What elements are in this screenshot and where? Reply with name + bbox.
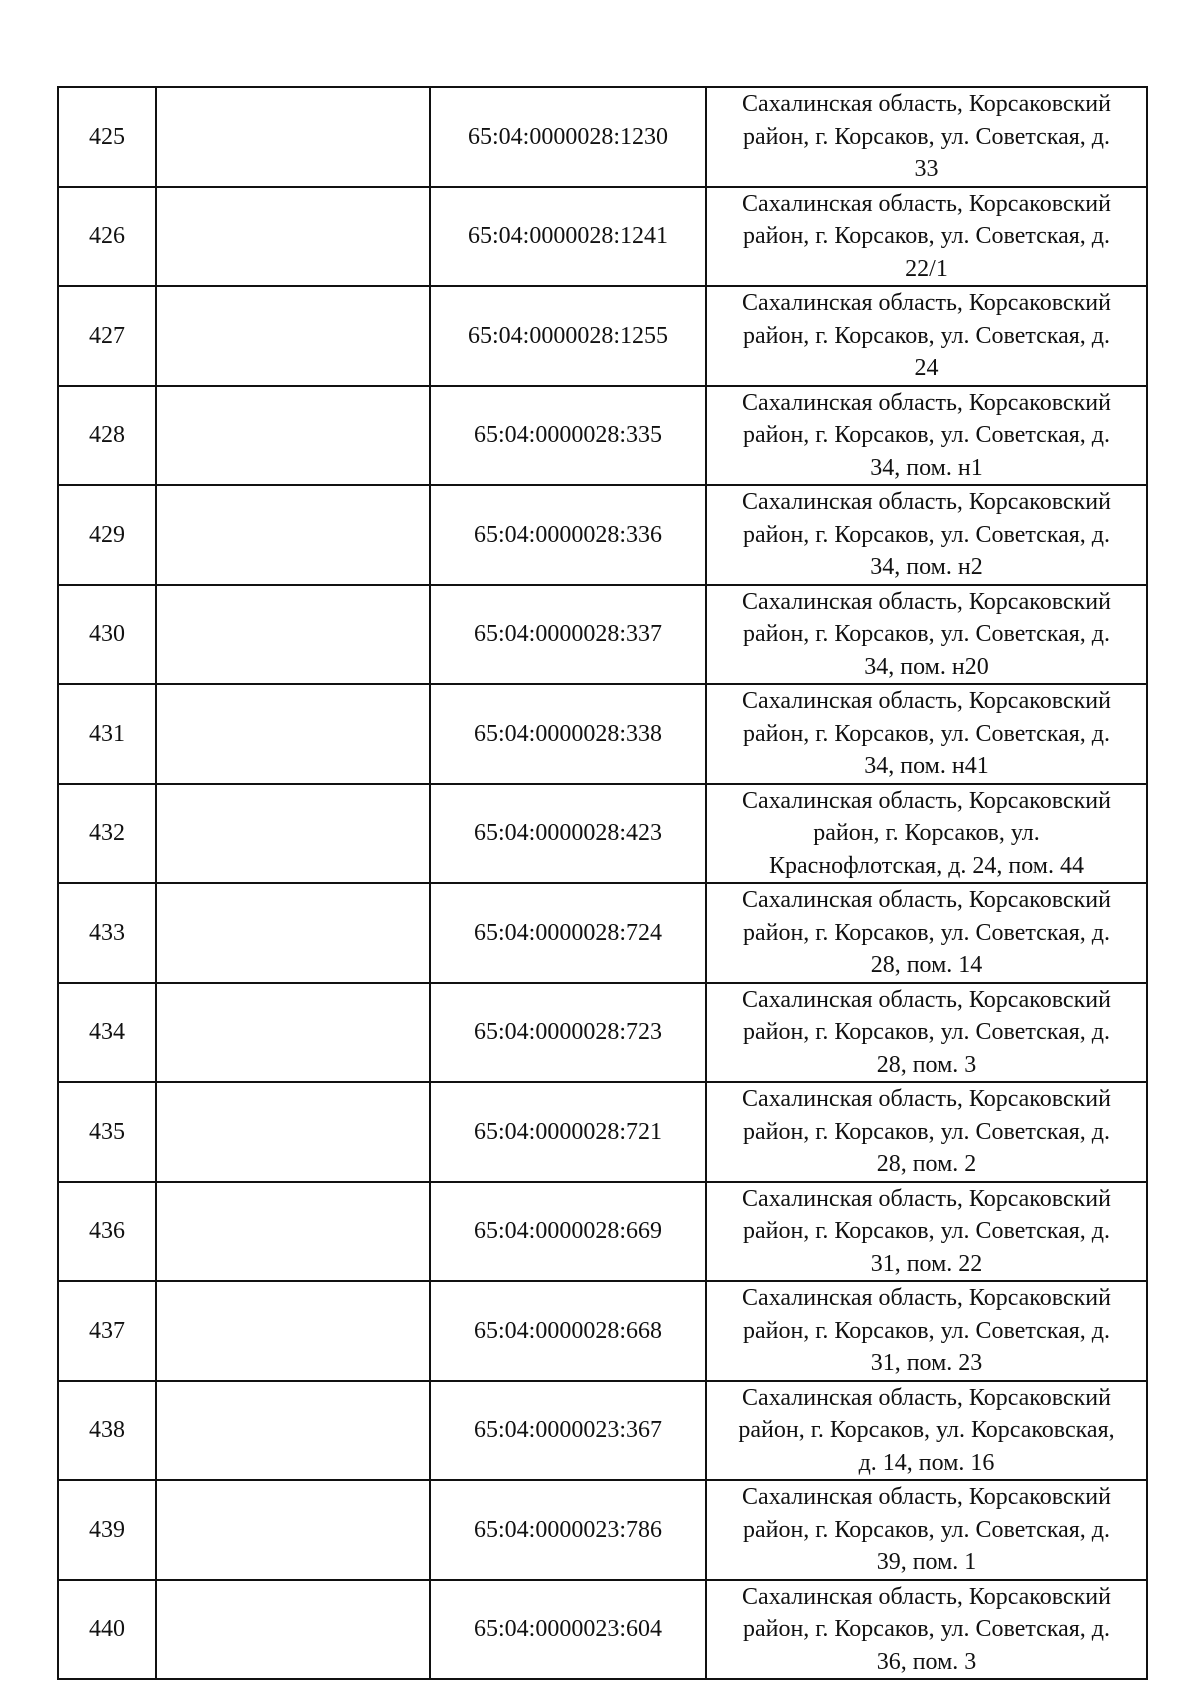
registry-table-body	[58, 87, 1147, 1679]
address-cell: Сахалинская область, Корсаковский район, г. Корсаков, ул. Советская, д. 28, пом. 14	[706, 883, 1147, 983]
table-row	[58, 1182, 1147, 1282]
row-number: 438	[58, 1381, 156, 1481]
cadastral-number: 65:04:0000028:669	[430, 1182, 706, 1282]
table-row	[58, 883, 1147, 983]
cadastral-number: 65:04:0000023:367	[430, 1381, 706, 1481]
address-cell: Сахалинская область, Корсаковский район, г. Корсаков, ул. Советская, д. 34, пом. н1	[706, 386, 1147, 486]
address-cell: Сахалинская область, Корсаковский район, г. Корсаков, ул. Советская, д. 24	[706, 286, 1147, 386]
row-number: 433	[58, 883, 156, 983]
row-number: 434	[58, 983, 156, 1083]
cadastral-number: 65:04:0000028:724	[430, 883, 706, 983]
table-row	[58, 87, 1147, 187]
owner-cell	[156, 286, 430, 386]
address-cell: Сахалинская область, Корсаковский район, г. Корсаков, ул. Советская, д. 22/1	[706, 187, 1147, 287]
address-cell: Сахалинская область, Корсаковский район, г. Корсаков, ул. Советская, д. 39, пом. 1	[706, 1480, 1147, 1580]
owner-cell	[156, 187, 430, 287]
cadastral-number: 65:04:0000028:336	[430, 485, 706, 585]
row-number: 437	[58, 1281, 156, 1381]
cadastral-number: 65:04:0000028:337	[430, 585, 706, 685]
table-row	[58, 386, 1147, 486]
cadastral-number: 65:04:0000023:604	[430, 1580, 706, 1680]
table-row	[58, 1580, 1147, 1680]
table-row	[58, 1281, 1147, 1381]
address-cell: Сахалинская область, Корсаковский район, г. Корсаков, ул. Советская, д. 31, пом. 22	[706, 1182, 1147, 1282]
cadastral-number: 65:04:0000028:423	[430, 784, 706, 884]
address-cell: Сахалинская область, Корсаковский район, г. Корсаков, ул. Краснофлотская, д. 24, пом. 44	[706, 784, 1147, 884]
cadastral-number: 65:04:0000028:1230	[430, 87, 706, 187]
table-row	[58, 187, 1147, 287]
owner-cell	[156, 485, 430, 585]
row-number: 435	[58, 1082, 156, 1182]
row-number: 429	[58, 485, 156, 585]
table-row	[58, 1480, 1147, 1580]
cadastral-number: 65:04:0000028:335	[430, 386, 706, 486]
row-number: 436	[58, 1182, 156, 1282]
address-cell: Сахалинская область, Корсаковский район, г. Корсаков, ул. Советская, д. 28, пом. 3	[706, 983, 1147, 1083]
owner-cell	[156, 1381, 430, 1481]
owner-cell	[156, 386, 430, 486]
owner-cell	[156, 1082, 430, 1182]
address-cell: Сахалинская область, Корсаковский район, г. Корсаков, ул. Советская, д. 28, пом. 2	[706, 1082, 1147, 1182]
row-number: 431	[58, 684, 156, 784]
row-number: 432	[58, 784, 156, 884]
cadastral-number: 65:04:0000028:721	[430, 1082, 706, 1182]
owner-cell	[156, 883, 430, 983]
table-row	[58, 1082, 1147, 1182]
table-row	[58, 286, 1147, 386]
owner-cell	[156, 784, 430, 884]
address-cell: Сахалинская область, Корсаковский район, г. Корсаков, ул. Советская, д. 36, пом. 3	[706, 1580, 1147, 1680]
row-number: 428	[58, 386, 156, 486]
owner-cell	[156, 983, 430, 1083]
cadastral-number: 65:04:0000028:1255	[430, 286, 706, 386]
table-row	[58, 684, 1147, 784]
table-row	[58, 485, 1147, 585]
address-cell: Сахалинская область, Корсаковский район, г. Корсаков, ул. Советская, д. 34, пом. н41	[706, 684, 1147, 784]
address-cell: Сахалинская область, Корсаковский район, г. Корсаков, ул. Корсаковская, д. 14, пом. 16	[706, 1381, 1147, 1481]
owner-cell	[156, 1580, 430, 1680]
table-row	[58, 585, 1147, 685]
registry-table	[57, 86, 1148, 1680]
owner-cell	[156, 585, 430, 685]
row-number: 440	[58, 1580, 156, 1680]
owner-cell	[156, 87, 430, 187]
address-cell: Сахалинская область, Корсаковский район, г. Корсаков, ул. Советская, д. 33	[706, 87, 1147, 187]
owner-cell	[156, 1480, 430, 1580]
row-number: 427	[58, 286, 156, 386]
row-number: 426	[58, 187, 156, 287]
table-row	[58, 1381, 1147, 1481]
row-number: 439	[58, 1480, 156, 1580]
row-number: 425	[58, 87, 156, 187]
table-row	[58, 983, 1147, 1083]
address-cell: Сахалинская область, Корсаковский район, г. Корсаков, ул. Советская, д. 34, пом. н2	[706, 485, 1147, 585]
table-row	[58, 784, 1147, 884]
row-number: 430	[58, 585, 156, 685]
cadastral-number: 65:04:0000028:668	[430, 1281, 706, 1381]
cadastral-number: 65:04:0000028:723	[430, 983, 706, 1083]
owner-cell	[156, 684, 430, 784]
owner-cell	[156, 1281, 430, 1381]
address-cell: Сахалинская область, Корсаковский район, г. Корсаков, ул. Советская, д. 34, пом. н20	[706, 585, 1147, 685]
address-cell: Сахалинская область, Корсаковский район, г. Корсаков, ул. Советская, д. 31, пом. 23	[706, 1281, 1147, 1381]
owner-cell	[156, 1182, 430, 1282]
cadastral-number: 65:04:0000023:786	[430, 1480, 706, 1580]
cadastral-number: 65:04:0000028:1241	[430, 187, 706, 287]
cadastral-number: 65:04:0000028:338	[430, 684, 706, 784]
